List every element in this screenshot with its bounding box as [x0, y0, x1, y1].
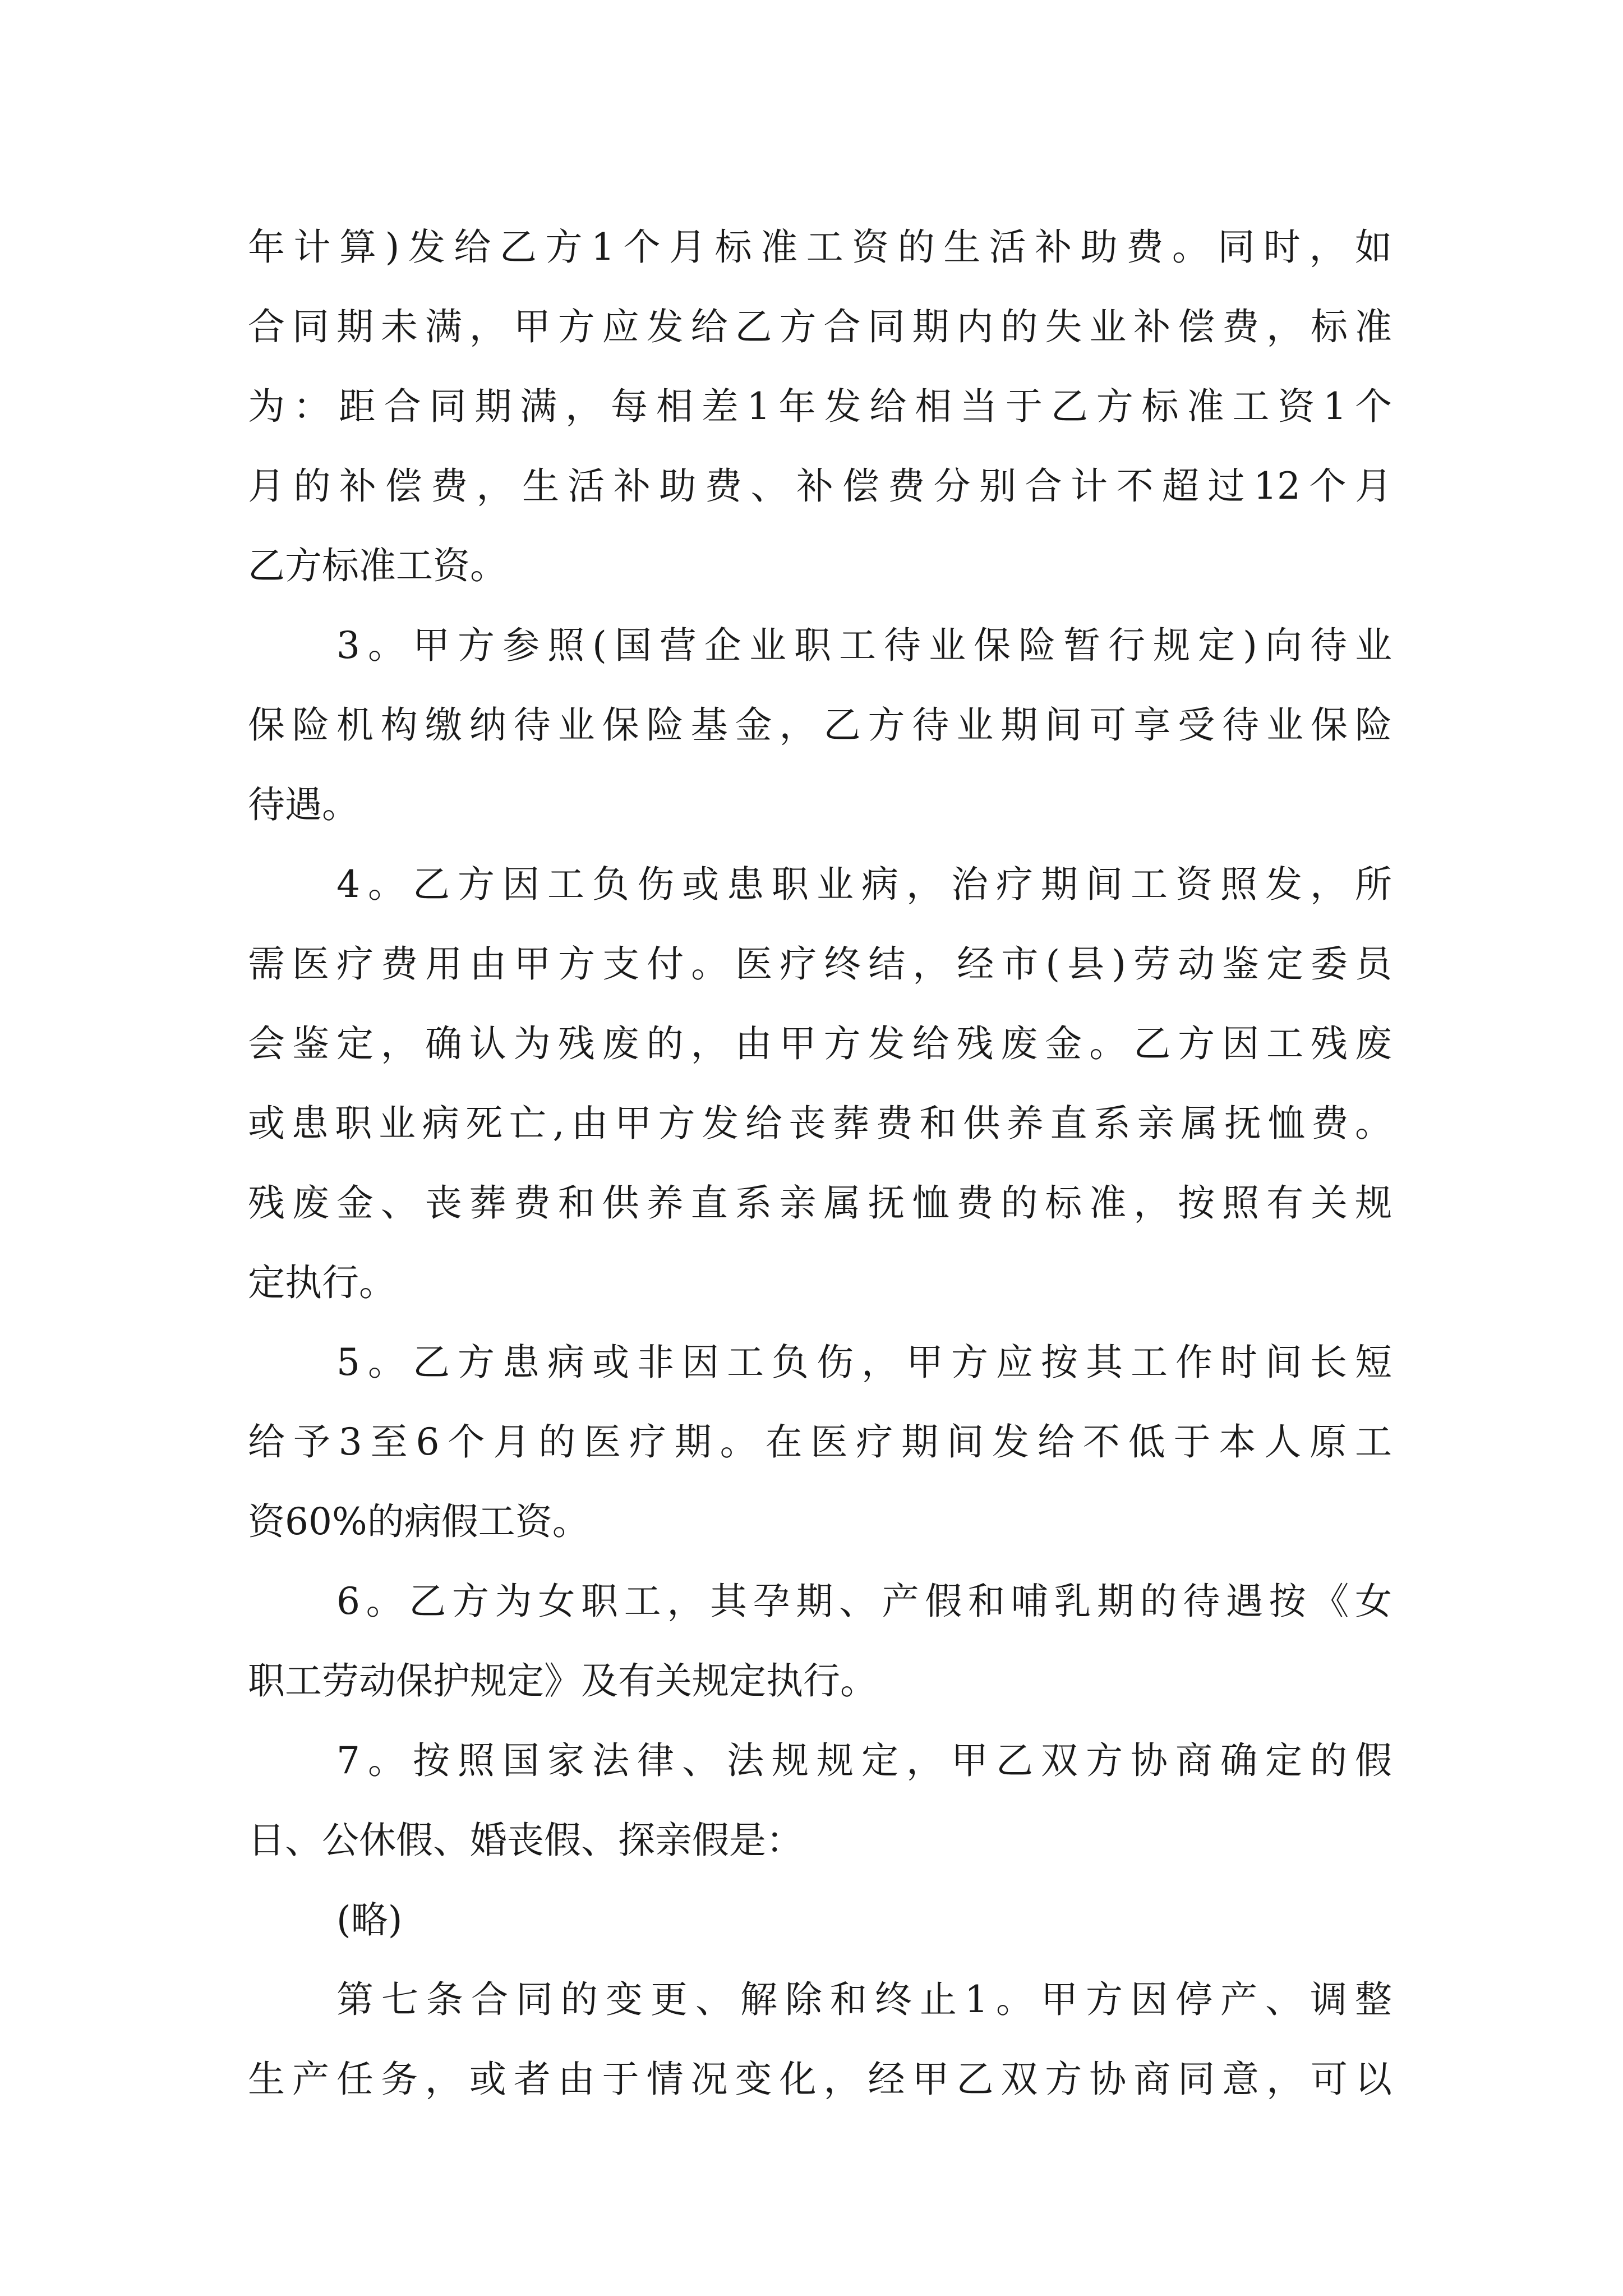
text-line: 给予3至6个月的医疗期。在医疗期间发给不低于本人原工: [248, 1420, 1392, 1464]
text-line: 资60%的病假工资。: [248, 1500, 589, 1543]
text-line: 为：距合同期满，每相差1年发给相当于乙方标准工资1个: [248, 385, 1392, 428]
text-line: 生产任务，或者由于情况变化，经甲乙双方协商同意，可以: [248, 2058, 1392, 2101]
text-line: 合同期未满，甲方应发给乙方合同期内的失业补偿费，标准: [248, 305, 1392, 348]
text-line: (略): [336, 1898, 403, 1941]
text-line: 待遇。: [248, 783, 359, 826]
text-line: 3。甲方参照(国营企业职工待业保险暂行规定)向待业: [336, 624, 1392, 667]
text-line: 日、公休假、婚丧假、探亲假是：: [248, 1819, 803, 1862]
text-line: 7。按照国家法律、法规规定，甲乙双方协商确定的假: [336, 1739, 1392, 1782]
text-line: 需医疗费用由甲方支付。医疗终结，经市(县)劳动鉴定委员: [248, 942, 1392, 986]
body-text: [248, 208, 1392, 2119]
text-line: 会鉴定，确认为残废的，由甲方发给残废金。乙方因工残废: [248, 1022, 1392, 1065]
text-line: 职工劳动保护规定》及有关规定执行。: [248, 1659, 877, 1703]
text-line: 年计算)发给乙方1个月标准工资的生活补助费。同时，如: [248, 226, 1392, 269]
text-line: 或患职业病死亡,由甲方发给丧葬费和供养直系亲属抚恤费。: [248, 1102, 1392, 1145]
text-line: 4。乙方因工负伤或患职业病，治疗期间工资照发，所: [336, 863, 1392, 906]
text-line: 残废金、丧葬费和供养直系亲属抚恤费的标准，按照有关规: [248, 1181, 1392, 1225]
text-line: 月的补偿费，生活补助费、补偿费分别合计不超过12个月: [248, 464, 1392, 508]
text-line: 保险机构缴纳待业保险基金，乙方待业期间可享受待业保险: [248, 703, 1392, 747]
text-line: 第七条合同的变更、解除和终止1。甲方因停产、调整: [336, 1978, 1392, 2021]
text-line: 乙方标准工资。: [248, 544, 507, 587]
text-line: 5。乙方患病或非因工负伤，甲方应按其工作时间长短: [336, 1341, 1392, 1384]
text-line: 定执行。: [248, 1261, 396, 1304]
text-line: 6。乙方为女职工，其孕期、产假和哺乳期的待遇按《女: [336, 1580, 1392, 1623]
